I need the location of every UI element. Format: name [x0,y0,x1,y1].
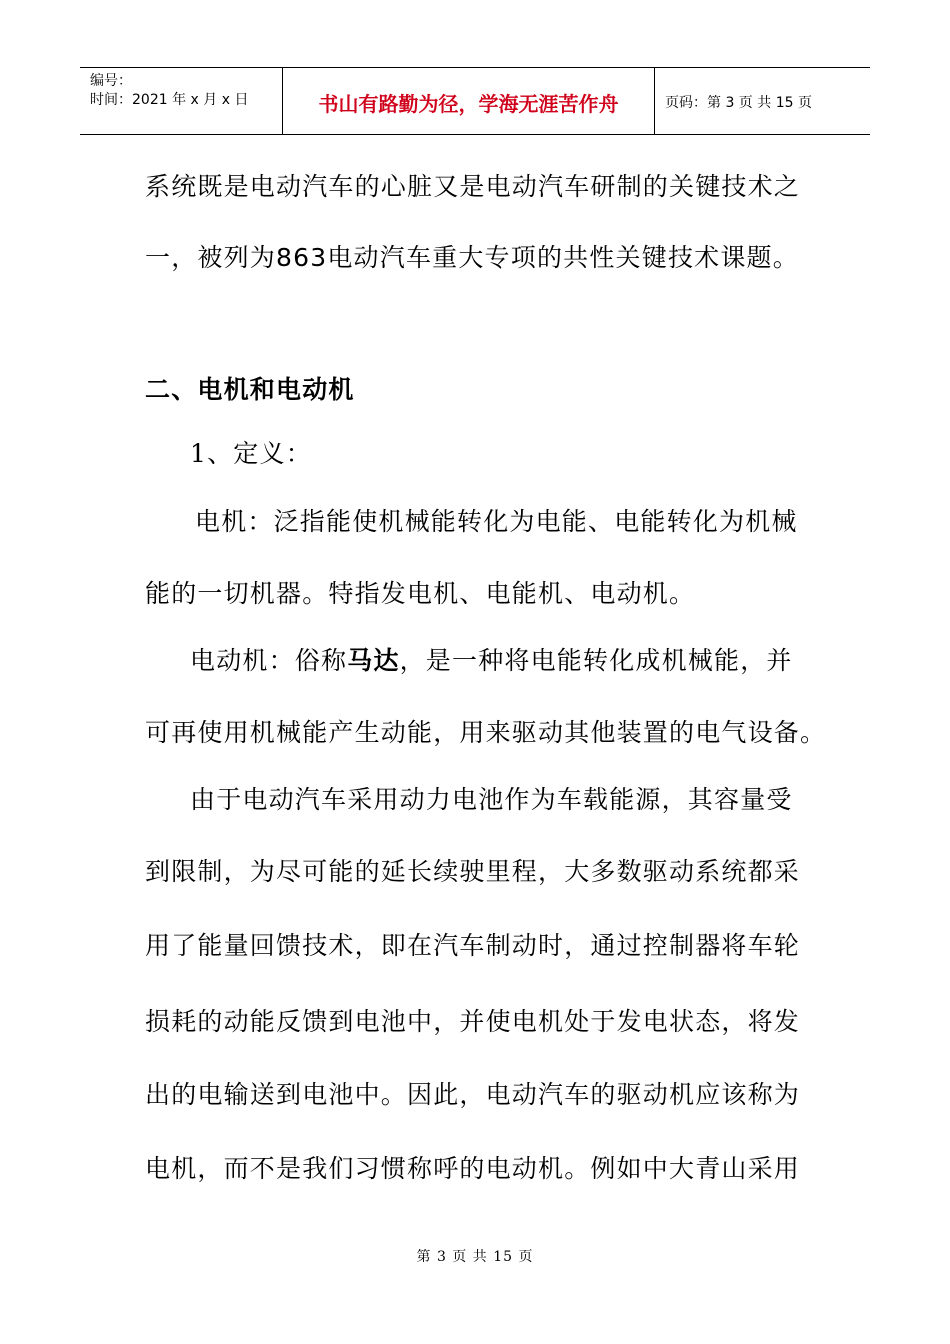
header-right-cell [655,68,870,134]
header-page-info: 页码：第 3 页 共 15 页 [665,95,812,111]
motor-definition-line-1: 电机：泛指能使机械能转化为电能、电能转化为机械 [195,507,798,536]
page-header [80,67,870,135]
paragraph-3-line-2: 到限制，为尽可能的延长续驶里程，大多数驱动系统都采 [145,857,801,886]
paragraph-3-line-3: 用了能量回馈技术，即在汽车制动时，通过控制器将车轮 [145,931,801,960]
paragraph-1-line-1: 系统既是电动汽车的心脏又是电动汽车研制的关键技术之 [145,172,801,201]
paragraph-3-line-5: 出的电输送到电池中。因此，电动汽车的驱动机应该称为 [145,1080,801,1109]
emotor-part-b: ，是一种将电能转化成机械能，并 [399,646,793,675]
p1-line2-part-a: 一，被列为 [145,243,277,272]
electric-motor-line-2: 可再使用机械能产生动能，用来驱动其他装置的电气设备。 [145,718,827,747]
motor-definition-line-2: 能的一切机器。特指发电机、电能机、电动机。 [145,579,696,608]
header-time-label: 时间：2021 年 x 月 x 日 [90,92,249,108]
section-heading: 二、电机和电动机 [145,375,355,404]
definition-title: 1、定义： [190,439,312,468]
paragraph-3-line-6: 电机，而不是我们习惯称呼的电动机。例如中大青山采用 [145,1154,801,1183]
p1-line2-part-b: 电动汽车重大专项的共性关键技术课题。 [327,243,799,272]
header-middle-cell [283,68,655,134]
header-motto: 书山有路勤为径，学海无涯苦作舟 [318,92,619,116]
paragraph-1-line-2 [145,241,799,275]
p1-line2-number: 863 [276,243,328,272]
header-left-cell [80,68,283,134]
header-number-label: 编号： [90,73,132,89]
electric-motor-line-1 [190,644,793,678]
paragraph-3-line-4: 损耗的动能反馈到电池中，并使电机处于发电状态，将发 [145,1007,801,1036]
emotor-part-a: 电动机：俗称 [190,646,348,675]
page-footer: 第 3 页 共 15 页 [416,1249,534,1265]
emotor-bold-term: 马达 [347,646,400,675]
paragraph-3-line-1: 由于电动汽车采用动力电池作为车载能源，其容量受 [190,785,793,814]
